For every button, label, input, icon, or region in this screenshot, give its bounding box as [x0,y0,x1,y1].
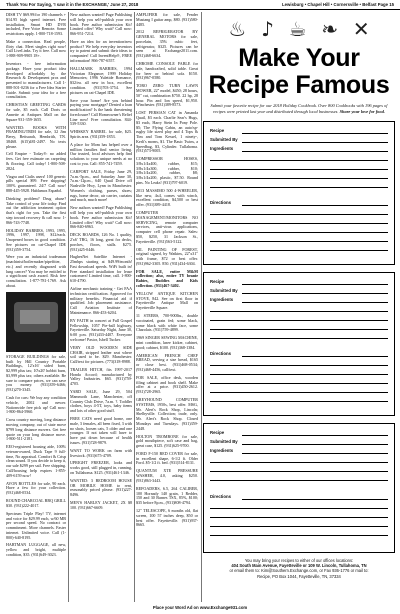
recipe-field[interactable] [242,133,388,134]
ingredients-field[interactable] [210,462,388,463]
classified-ad: FOR SALE, entire M&M collection; also, entire TY beanie Babies, Buddies and Kids collection. (931)467-3402. [136,268,198,288]
recipe-field[interactable] [242,284,388,285]
directions-field[interactable] [210,223,388,224]
footer-line: You may bring your recipes to either of our offices locations: [244,558,354,563]
classified-ad: Save your home! Are you behind paying your mortgage? Denied a loan modification? Is the bank threatening foreclosure? Call Homeowner's Relief Line now! Free consultation. 844-539-5330. [70,97,132,127]
classified-ad: Airline mechanic training - Get FAA technician certification. Approved for military benefits. Financial aid if qualified. Job placement assistance. Call Aviation Institute of Maintenance. 866-453-6204. [70,286,132,315]
classified-ad: AVON BOTTLES for sale, 90 each. Have a few for your collection. (931)468-0534. [6,480,66,496]
classified-ad: CHRISTIAN GREETING CARDS for sale, $5 each. Call Doris or Annette at Antiques Mall on the Square 931-359-1655. [6,102,66,122]
recipe-form-3[interactable] [203,423,395,553]
header-right: Lewisburg • Chapel Hill • Cornersville • Belfast Page 15 [282,2,394,7]
classified-ad: HughesNet Satellite Internet - 25mbps starting at $49.99/month! Fast download speeds. WiFi built in! Free standard installation for lease customers! Limited time, call. 1-800-610-4790. [70,254,132,284]
recipe-footer [203,558,395,579]
kitchen-icons-row [203,13,395,41]
classified-ad: HOLTON TROMBONE for sale, gold mouthpiece, soft case and bag, great case, $125. (931)625-9700. [136,433,198,448]
classified-ad: STORAGE BUILDINGS for sale, built by Hill Country Portable Buildings, 12'x16' sided barn, $2,999 plus tax; 10'x20' hobbit barn, $3,999 plus tax; others available. Be sure to compare prices, we can save you money. (931)359-6466; (931)270-3345. [6,353,66,393]
classified-ad: DISH TV $69.99/for 190 channels + $14.95 high speed internet. Free installation, Smart HD DVR included, Free Voice Remote. Some restrictions apply. 1-800-718-1593. [6,12,66,36]
classified-ad: BY FAITH in concert at Full Gospel Fellowship, 1057 Pie-ball highway, Fayetteville. Saturday Night, June 30, 6:00 p.m. (931)433-4407. Everyone welcome! Pastor, Isbell Tucker. [70,317,132,342]
ingredients-field[interactable] [242,302,388,303]
recipe-field[interactable] [242,435,388,436]
classified-ad: A place for Mom has helped over a million families find senior living. Our trusted, local advisors help find solutions to your unique needs at no cost to you. Call: 855-741-7459. [70,141,132,166]
directions-field[interactable] [210,383,388,384]
classified-ad: New authors wanted! Page Publishing will help you self-publish your own book. Free author submission Kit! Limited offer! Why wait? Call now: 866-840-6963. [70,205,132,230]
ingredients-label: Ingredients [210,448,234,453]
ingredients-label: Ingredients [210,297,234,302]
classified-ad: Cross country moving, long distance moving company, out of state move $799 long distance movers. Get free quote on your long distance move. 1-800-511-2181. [6,417,66,442]
storage-building-photo [6,292,66,352]
classified-ad: OIL PAINTING OF FOREST, original signed, by Watkins, 22"x31" with frame, $72 or best offer. (931)962-3305. 850. (931)434-6304. [136,246,198,266]
classified-ad: 2012 REFRIGERATOR BY GENERAL MOTORS for sale, porcelain, 35% cubic feet, refrigerator, $325. Pictures can be seen at Exchange2011.com. (931)468-6634. [136,29,198,59]
classified-ad: HOLIDAY BARBIES, 1993, 1995, 1996, 1997, 1998, $12/each. Unopened boxes in good condition. See pictures on cat-Chapel IDE (931)359-3754. [6,227,66,252]
classified-ad: TORO ZERO TURN LAWN MOWER, 22" model, $450; 28 hours, 50" cut, combination $750. 22 hp, 28 hour. Pin and Ion speed, $1,950. Winchester. (931)389-8573. [136,83,198,108]
classified-ad: FREE CATS need good home, one male, 3 females, all been fixed, 3 with no shots, loosen cats, 5 older and one younger. If not taken will have to have put down because of health issues. (931)728-9879. [70,416,132,445]
classified-ad: WANT TO WORK on farm with livestock. (931)675-4709. [70,447,132,458]
ingredients-label: Ingredients [210,146,234,151]
classified-ad: FORD F-150 BED COVER for sale, in excellent shape, 6-1/2 ft. Older Ford. $5-1/2 ft. bed. (931)514-8131. [136,450,198,466]
submitted-by-label: Submitted By [210,137,238,142]
utensils-icon: ✕ [352,17,370,41]
ingredients-field[interactable] [210,169,388,170]
recipe-subtitle-bold: Share your love for food. [339,108,385,114]
classified-ad: Inventors - free information package. Have your product idea developed affordably by the Research & Development pros and presented to manufacturers. Call 1-888-501-0236 for a Free Idea Starter Guide. Submit your idea for a free consultation. [6,61,66,100]
classified-ad: CARPORT SALE, Friday June 29, 7a.m.-5p.m., and Saturday June 30, 7a.m.-12p.m., 640 Quail Drive off Nashville Hwy, Lynn in Manchester. Women's clothing, purses, shoes; rugs, home decor, air carrier, curtains and much, much more! [70,168,132,203]
ingredients-field[interactable] [210,471,388,472]
classified-ad: Cash for cars: We buy any condition vehicle, 2002 and newer. Nationwide free pick up! Call now: 1-800-864-5960. [6,395,66,415]
directions-field[interactable] [210,214,388,215]
classified-ad: 12" TELESCOPE, 6 months old, flat screen, 100 57 inches deep, $50 or best offer. Fayetteville. (931)937-8665. [136,508,198,528]
ingredients-field[interactable] [242,453,388,454]
classified-ad: Viagra and Cialis users! 100 generic pills special $99. Free shipping! 100% guaranteed. 24/7 Call now! 888-445-5928. Hablamos Español. [6,173,66,193]
classifieds-column-1 [6,13,66,598]
directions-field[interactable] [210,250,388,251]
mixer-icon: ♨ [228,17,247,41]
recipe-form-2[interactable] [203,272,395,416]
classified-ad: AMPLIFIER for sale, Fender Mustang I guitar amp, $80. (931)580-4485. [136,12,198,27]
directions-field[interactable] [210,526,388,527]
submitted-by-field[interactable] [242,444,388,445]
submitted-by-field[interactable] [242,142,388,143]
directions-field[interactable] [210,365,388,366]
column-divider [68,12,69,602]
classified-ad: FOR SALE, office desk, wooden filing cabinet and book shelf. Make offer at a price. (931)450-2612. (931)728-2965. [136,374,198,395]
ingredients-field[interactable] [210,160,388,161]
submitted-by-label: Submitted By [210,439,238,444]
classifieds-column-3 [136,13,198,598]
directions-field[interactable] [210,517,388,518]
submitted-by-label: Submitted By [210,288,238,293]
classified-ad: REFOADERS, 6.5, 264 CALIBER, 100 Hornady 140 grain, 1 Redder, 150 and 30 Barnes TSX, 85%, $100; $35 before 8p.m., (931)808-4794. [136,485,198,506]
directions-field[interactable] [210,241,388,242]
ingredients-field[interactable] [210,311,388,312]
classified-ad: ROUND CHARCOAL BBQ GRILL $30. (931)222-4017. [6,498,66,508]
recipe-label: Recipe [210,128,225,133]
header-left: Thank You For Saying, 'I saw it in the EXCHANGE,' June 27, 2018 [6,2,139,7]
ingredients-field[interactable] [210,178,388,179]
ingredients-field[interactable] [210,187,388,188]
classified-ad: LOST PERSIAN CAT in Amanda Quail, $3 each. Charlie Sear's Hugs, $3 each, Harry Stein In Pony Pole. $5; The Flying Cabin, an auto/sp-rugby life sized play and 4 Tops & Tim and Tom Kessel, 1 ninety-, Kerli's moms, $1. The Basic Twins, a Speedbag, $3, Cylinder. Tullahoma. (931)573-9005. [136,110,198,154]
recipe-title-line-1: Make Your [238,44,360,72]
recipe-form-1[interactable] [203,121,395,265]
footer-line: or email them to: Kim@Southern.Exchange.com, or Fax 936-1776 or mail to: [229,568,369,574]
ingredients-field[interactable] [210,338,388,339]
column-divider [201,12,202,602]
directions-field[interactable] [210,392,388,393]
classified-ad: UPRIGHT FREEZER, looks and works good, still plugged in, running, on Tullahoma. $125. (931)461-1346. [70,460,132,475]
classified-ad: 1969 SINGER SEWING MACHINE, mint condition, knee kicker, cabinet, good; cabinet, $100. (931)368-1384. [136,335,198,350]
classified-ad: TRAILER HITCH, fits 1997-2017 Honda Accord; manufactured by Valley Industries. $65. (931)759-4705. [70,366,132,387]
classified-ad: Make a connection. Real people, flirty chat. Meet singles right now! Call LiveLinks. Try it free. Call now 1-888-909-9905 18+. [6,38,66,59]
page-footer: Place your Word Ad on www.Exchange931.com [152,605,248,610]
classified-ad: COMPRESSOR HOSES, 3/8x1/4x400, rubber, $15; 3/8x1/4x300, rubber, $10; 3/8x1/4x200, rubber, $8; 3/8x1/4x200, plastic, $7.50. Round pins. No Leaks! (931)797-6019. [136,156,198,185]
classified-ad: HALLMARK BARBIES, 1994 Victorian Elegance; 1999 Holiday Memories; 1996 Yuletide Romance, $32/ea. all new in box, excellent condition. (931)703-3754. See pictures on cat-Chapel IDE. [70,65,132,95]
submitted-by-field[interactable] [242,293,388,294]
classified-ad: Cell Empire - Today®: no added fees. Get free estimate on carpeting & flooring. Call today! 1-800-508-2824. [6,151,66,171]
directions-field[interactable] [210,508,388,509]
directions-label: Directions [210,494,232,499]
classified-ad: WANTED: 3 BEDROOM HOUSE OR MOBILE HOME to rent, reasonably priced please. (931)227-8496. [70,477,132,498]
classified-ad: 2013 MASSIMO 500 4-WHEELER, like new, 4x4, comes with winch, excellent condition, $4,500 or best offer. (931)389-4418. [136,187,198,208]
directions-field[interactable] [242,499,388,500]
classifieds-column-2 [70,13,132,598]
recipe-subtitle [203,103,395,114]
recipe-label: Recipe [210,279,225,284]
classified-ad: WHISKEY BARREL for sale, $25. Spirits area. (931)359-1853. [70,129,132,139]
classified-ad: COMPUTER MANAGEMENT/MONITORS NO SERVICING, remote computer services, anti-virus applications, computer cell phone repair. Sales: $50, $250, 31 Jackson St., Fayetteville. (931)563-5122. [136,210,198,244]
classified-ad: Spectrum Triple Play! TV, internet and voice for $29.99 each, w/60 MB per second speed. No contract or commitment. More channels. Faster internet. Unlimited voice. Call (1-800)-640-8195. [6,510,66,540]
directions-label: Directions [210,200,232,205]
classified-ad: New authors wanted! Page Publishing will help you self-publish your own book. Free author submission Kit! Limited offer! Why wait? Call now: 866-951-7214. [70,12,132,36]
directions-field[interactable] [242,205,388,206]
classified-ad: Have an idea for an invention/new product? We help everyday inventors try to patent and submit their ideas to companies! Call InventHelp®, FREE information! 866-787-6557. [70,38,132,63]
cake-icon: ♪ [261,17,274,41]
classified-ad: Were you an industrial tradesman (machinist/boilermaker/pipefitter, etc.) and recently diagnosed with lung cancer? You may be entitled to a significant cash award. Risk free consultation. 1-877-781-1769. Ask about. [6,254,66,288]
recipe-label: Recipe [210,430,225,435]
directions-field[interactable] [210,232,388,233]
classified-ad: WANTED: BOOKS WITH FRAMING/TRIM for sale, 32 Jim Berry, Bettsarah, Hembrith, TN. 38468. (615)481-2497. No texts please. [6,124,66,149]
page-header [0,0,400,10]
ingredients-field[interactable] [210,320,388,321]
column-divider [134,12,135,602]
directions-label: Directions [210,351,232,356]
recipe-title-line-2: Recipe Famous [208,71,390,99]
classified-ad: Drinking problem? Drug abuse? Take control of your life today. Find out the addiction treatment option that's right for you. Take the first step toward recovery & call now. 1-866-743-7748. [6,195,66,225]
directions-field[interactable] [210,374,388,375]
directions-field[interactable] [242,356,388,357]
ingredients-field[interactable] [210,480,388,481]
ingredients-field[interactable] [242,151,388,152]
classified-ad: YELLOW ANTIQUE KITCHEN STOVE, 842. See on first floor in Fayetteville Antique Mall on Fayetteville Square. [136,290,198,311]
classified-ad: AMERICAN FRENCH CHEF BREAD, serving a size bread, $165 or close best. (931)468-0534; (931)468-4456, call/text. [136,352,198,372]
recipe-submission-panel [203,13,395,598]
whisk-icon: ❧ [321,17,339,41]
classified-ad: DECK BOARDS, 126 No. 1 quality, 2'x6' TBG, 16 long, great for decks, porches, floors, stalls. $275. (931)425-0446. [70,232,132,252]
pot-icon: ☕ [288,17,307,41]
ingredients-field[interactable] [210,329,388,330]
classified-ad: QUANTUM XTE PRESSURE WASHER, 4.0, asking $250. (931)863-3443. [136,468,198,483]
classified-ad: MEN'S HARLEY JACKET, 2X $8 100. (931)667-6609. [70,500,132,510]
classified-ad: GREYHOUND COMPUTER SYSTEMS, 1950s, best offer. MSG, Mr. Alert's Rock Shop, Lincoln; Shelbyville. Collection; trade, only. Mr. Alert's Rock Shop. Closed Mondays and Tuesdays. (931)359-2448. [136,397,198,431]
classified-ad: CHROME CONSOLE FABLE for sale, handcrafted, solid table. Great for beer or behind sofa. $150. (931)967-0580. [136,61,198,81]
classified-ad: HARTMAN LUGGAGE, all new, yellow and bright, multiple condition, $35. (931)649-3023. [6,542,66,557]
recipe-subtitle-text: Submit your favorite recipe for our 2018 Holiday Cookbook. Over 800 Cookbooks with 196 pages of recipes were printed last year and distributed through local businesses. [210,103,388,114]
footer-line: 404 South Main Avenue, Fayetteville or 109 W. Lincoln, Tullahoma, TN [231,563,367,569]
directions-field[interactable] [210,535,388,536]
classified-ad: VERY OLD WOODEN SIDE CHAIR, stripped leather seat where soil used to be. $29. Manchester. Call/text for pictures. (773)318-8988. [70,344,132,364]
classified-ad: YARD SALE, June 29, 504 Mammoth Lane, Manchester, off Country Club Drive, 7a.m. ?. Toddler clothes, boys 4-5T, toys, baby items and lots of other good stuff. [70,389,132,414]
footer-line: Recipe, PO Box 1044, Fayetteville, TN, 37334 [257,573,341,579]
recipe-title [203,45,395,99]
classified-ad: 11 STEERS, 700-900lbs., double vaccinated, grain fed; some black, some black with white face, some Charolais. (931)759-4899. [136,313,198,333]
classified-ad: EEO-registered housing aide, 100% veteran-owned, Duck Tape 9 full-time, No appraisal. Comfort & Crisp clean sound. If you decide to keep it, our sale $299 per sail. Free shipping. Call/housing help expires 1-855-409-6159 now! [6,444,66,478]
directions-field[interactable] [210,401,388,402]
